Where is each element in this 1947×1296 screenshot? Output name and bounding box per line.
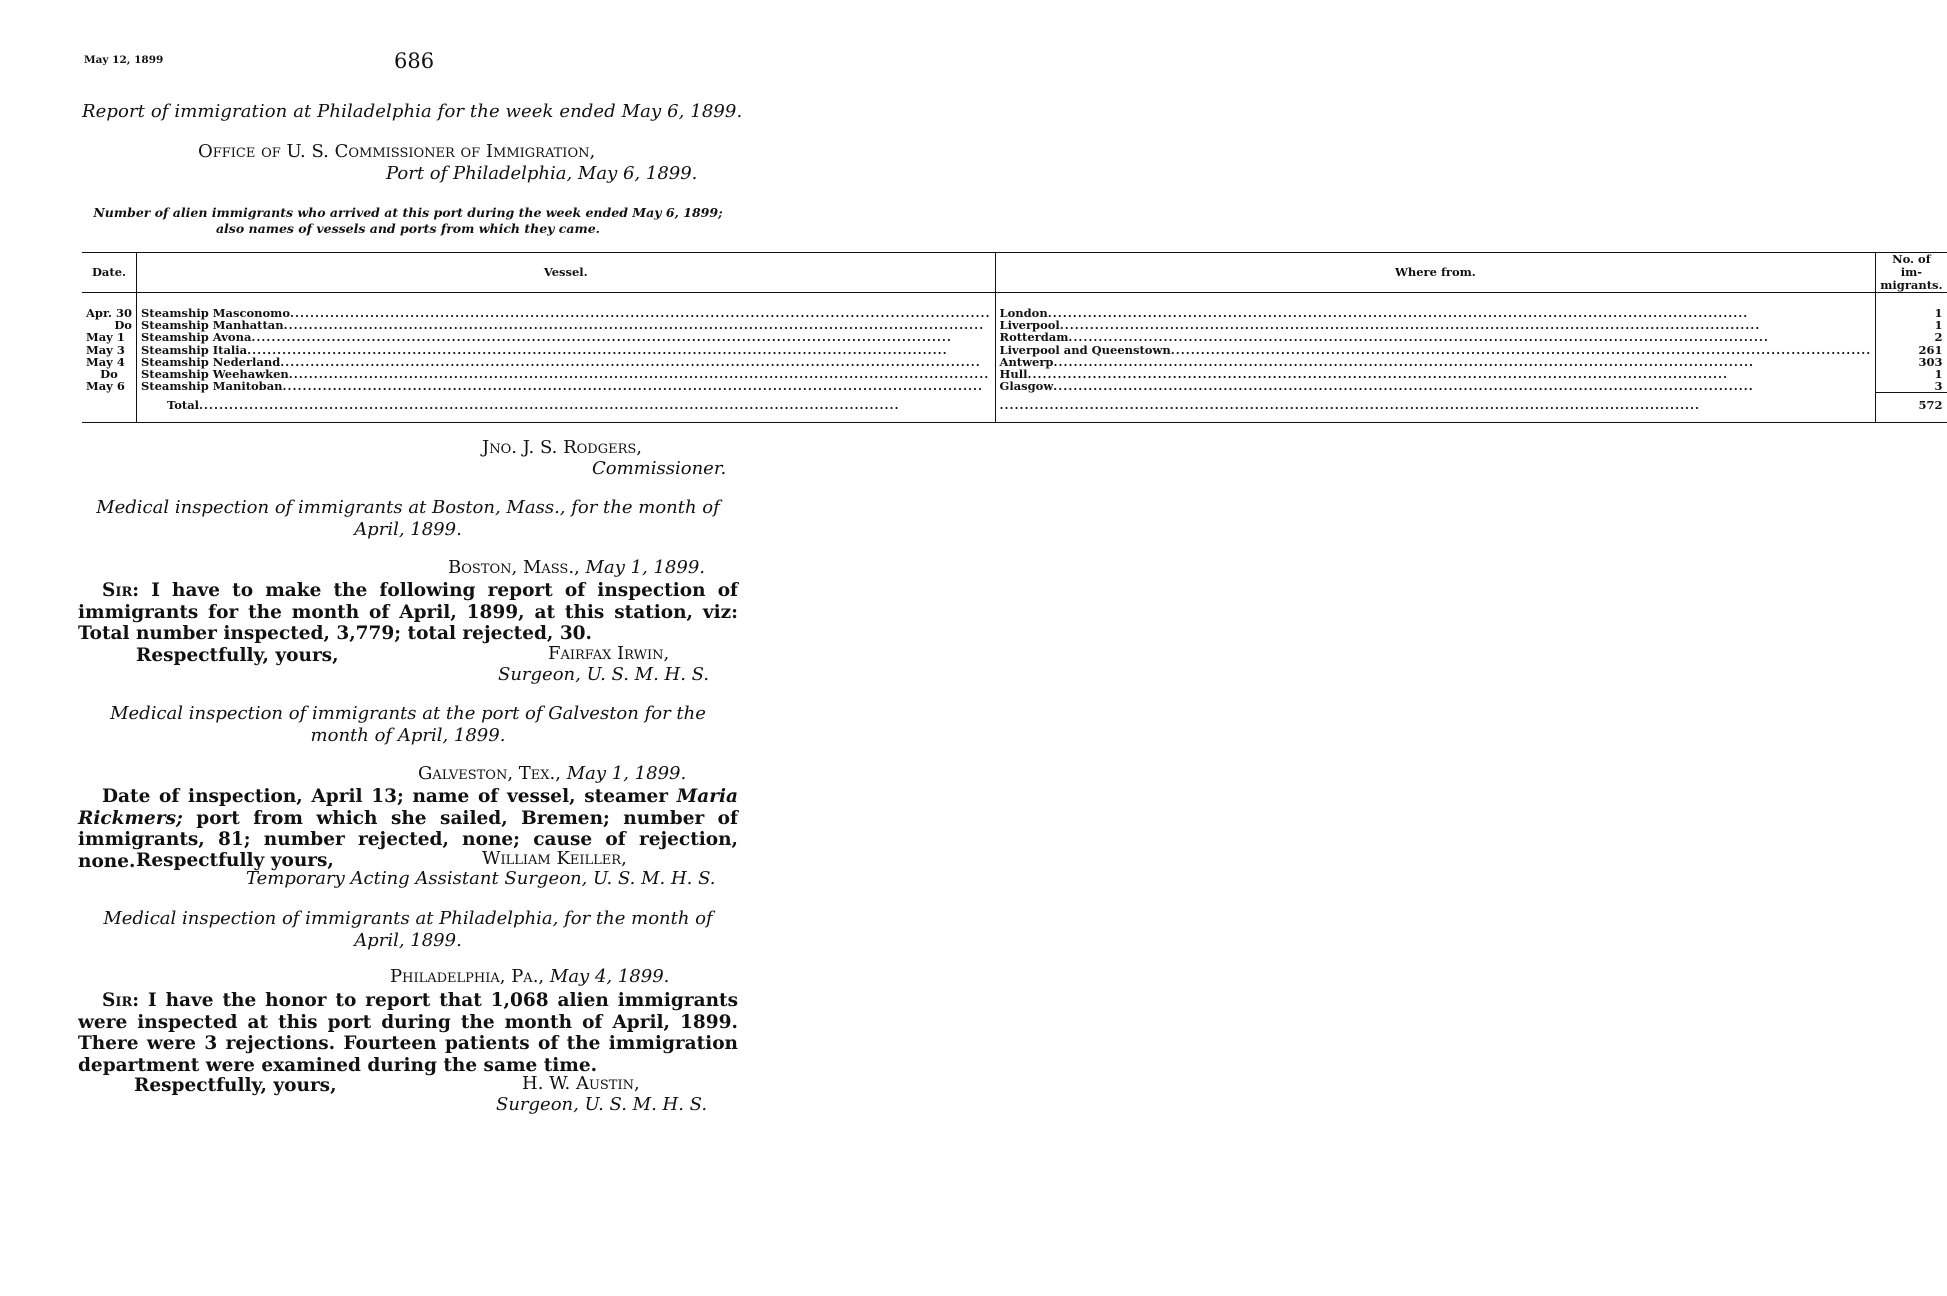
row-date: May 3	[86, 342, 125, 357]
row-number: 303	[1876, 356, 1947, 368]
letter-text: Date of inspection, April 13; name of vessel, steamer	[102, 786, 669, 807]
dateline-place: Galveston, Tex.,	[418, 763, 561, 784]
salutation: Sir	[102, 990, 133, 1011]
office-line-2: Port of Philadelphia, May 6, 1899.	[386, 163, 698, 184]
row-vessel: Steamship Nederland	[140, 354, 281, 369]
row-number: 261	[1876, 344, 1947, 356]
row-from: Rotterdam	[999, 330, 1069, 345]
closing: Respectfully, yours,	[136, 645, 339, 666]
table-row	[82, 344, 1947, 356]
dateline-date: May 1, 1899.	[566, 763, 687, 784]
table-header-row	[82, 253, 1947, 293]
row-from: Antwerp	[999, 354, 1054, 369]
signature-title: Surgeon, U. S. M. H. S.	[496, 1094, 708, 1115]
letter-text: port from which she sailed, Bremen; number of immigrants, 81; number rejected, none; cause of rejection, none.	[78, 807, 738, 872]
row-vessel: Steamship Manitoban	[140, 379, 283, 394]
signature-title: Commissioner.	[592, 458, 727, 479]
signature-name: H. W. Austin,	[522, 1073, 640, 1094]
letter-text: : I have the honor to report that 1,068 alien immigrants were inspected at this port during the month of April, 1899. There were 3 rejections. Fourteen patients of the immigration department were examined during the same time.	[78, 990, 738, 1076]
row-vessel: Steamship Weehawken	[140, 367, 289, 382]
closing: Respectfully, yours,	[134, 1075, 337, 1096]
dateline-place: Philadelphia, Pa.,	[390, 966, 545, 987]
row-vessel: Steamship Manhattan	[140, 318, 284, 333]
office-line-1: Office of U. S. Commissioner of Immigration,	[198, 141, 596, 162]
table-caption: Number of alien immigrants who arrived at this port during the week ended May 6, 1899; also names of vessels and ports from which they came.	[93, 205, 723, 236]
row-from: Hull	[999, 367, 1028, 382]
dateline	[418, 763, 686, 784]
signature-title: Temporary Acting Assistant Surgeon, U. S. M. H. S.	[246, 868, 716, 889]
table-row	[82, 331, 1947, 343]
report-title: Report of immigration at Philadelphia for the week ended May 6, 1899.	[82, 101, 743, 122]
col-vessel-header: Vessel.	[136, 253, 995, 293]
row-number: 2	[1876, 331, 1947, 343]
letter-body	[78, 580, 738, 645]
dateline-date: May 4, 1899.	[549, 966, 670, 987]
row-number: 1	[1876, 293, 1947, 320]
row-date: May 6	[86, 379, 125, 394]
col-number-header: No. of im- migrants.	[1876, 253, 1947, 293]
row-date: May 1	[86, 330, 125, 345]
row-from: Glasgow	[999, 379, 1054, 394]
row-number: 3	[1876, 380, 1947, 393]
section-heading: Medical inspection of immigrants at Boston, Mass., for the month of April, 1899.	[96, 497, 720, 540]
dateline	[448, 557, 705, 578]
total-value: 572	[1876, 393, 1947, 422]
vessel-name: Maria Rickmers;	[78, 786, 738, 829]
row-number: 1	[1876, 368, 1947, 380]
dateline-place: Boston, Mass.,	[448, 557, 580, 578]
row-date: Do	[114, 318, 132, 333]
table-row	[82, 380, 1947, 393]
table-total-row	[82, 393, 1947, 422]
closing: Respectfully yours,	[136, 850, 334, 871]
section-heading: Medical inspection of immigrants at the port of Galveston for the month of April, 1899.	[110, 703, 706, 746]
immigration-table	[82, 252, 1947, 423]
total-label: Total	[166, 397, 200, 412]
dateline	[390, 966, 669, 987]
row-from: Liverpool and Queenstown	[999, 342, 1171, 357]
letter-body	[78, 990, 738, 1076]
dateline-date: May 1, 1899.	[585, 557, 706, 578]
signature-name: Jno. J. S. Rodgers,	[482, 437, 643, 458]
table-row	[82, 293, 1947, 320]
row-date: Do	[100, 367, 118, 382]
row-from: London	[999, 306, 1048, 320]
col-from-header: Where from.	[995, 253, 1876, 293]
signature-title: Surgeon, U. S. M. H. S.	[498, 664, 710, 685]
row-date: Apr. 30	[86, 306, 132, 320]
signature-name: William Keiller,	[482, 848, 627, 869]
salutation: Sir	[102, 580, 133, 601]
col-date-header: Date.	[82, 253, 136, 293]
row-number: 1	[1876, 319, 1947, 331]
letter-text: : I have to make the following report of inspection of immigrants for the month of April, 1899, at this station, viz: Total number inspected, 3,779; total rejected, 30.	[78, 580, 738, 644]
row-vessel: Steamship Avona	[140, 330, 252, 345]
row-from: Liverpool	[999, 318, 1060, 333]
row-vessel: Steamship Masconomo	[140, 306, 290, 320]
page-number: 686	[394, 49, 435, 73]
row-date: May 4	[86, 354, 125, 369]
signature-name: Fairfax Irwin,	[548, 643, 670, 664]
running-date: May 12, 1899	[84, 54, 164, 66]
section-heading: Medical inspection of immigrants at Philadelphia, for the month of April, 1899.	[103, 908, 713, 951]
row-vessel: Steamship Italia	[140, 342, 248, 357]
